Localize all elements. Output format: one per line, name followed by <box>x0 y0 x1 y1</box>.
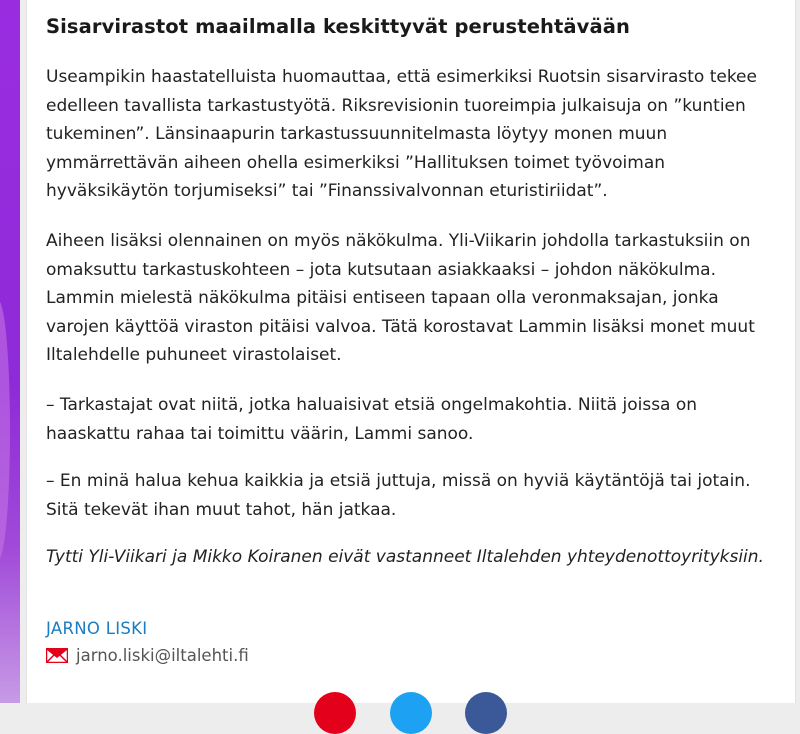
closing-note: Tytti Yli-Viikari ja Mikko Koiranen eivät vastanneet Iltalehden yhteydenottoyrityksiin. <box>46 547 764 567</box>
strip-decoration <box>0 300 10 560</box>
share-facebook-button[interactable] <box>465 692 507 734</box>
share-red-button[interactable] <box>314 692 356 734</box>
section-heading: Sisarvirastot maailmalla keskittyvät perustehtävään <box>46 15 630 38</box>
quote-paragraph-1: – Tarkastajat ovat niitä, jotka haluaisivat etsiä ongelmakohtia. Niitä joissa on haaskattu rahaa tai toimittu väärin, Lammi sanoo. <box>46 395 698 444</box>
quote-paragraph-2: – En minä halua kehua kaikkia ja etsiä juttuja, missä on hyviä käytäntöjä tai jotain. Sitä tekevät ihan muut tahot, hän jatkaa. <box>46 471 751 520</box>
author-name-link[interactable]: JARNO LISKI <box>46 619 148 638</box>
author-email-row[interactable] <box>46 646 249 665</box>
author-email[interactable]: jarno.liski@iltalehti.fi <box>76 646 249 665</box>
paragraph-2: Aiheen lisäksi olennainen on myös näkökulma. Yli-Viikarin johdolla tarkastuksiin on omaksuttu tarkastuskohteen – jota kutsutaan asiakkaaksi – johdon näkökulma. Lammin mielestä näkökulma pitäisi entiseen tapaan olla veronmaksajan, jonka varojen käyttöä viraston pitäisi valvoa. Tätä korostavat Lammin lisäksi monet muut Iltalehdelle puhuneet virastolaiset. <box>46 231 755 366</box>
article-body <box>26 0 796 703</box>
envelope-icon <box>46 648 68 663</box>
share-twitter-button[interactable] <box>390 692 432 734</box>
paragraph-1: Useampikin haastatelluista huomauttaa, että esimerkiksi Ruotsin sisarvirasto tekee edelleen tavallista tarkastustyötä. Riksrevisionin tuoreimpia julkaisuja on ”kuntien tukeminen”. Länsinaapurin tarkastussuunnitelmasta löytyy monen muun ymmärrettävän aiheen ohella esimerkiksi ”Hallituksen toimet työvoiman hyväksikäytön torjumiseksi” tai ”Finanssivalvonnan eturistiriidat”. <box>46 67 757 202</box>
left-decorative-strip <box>0 0 20 703</box>
